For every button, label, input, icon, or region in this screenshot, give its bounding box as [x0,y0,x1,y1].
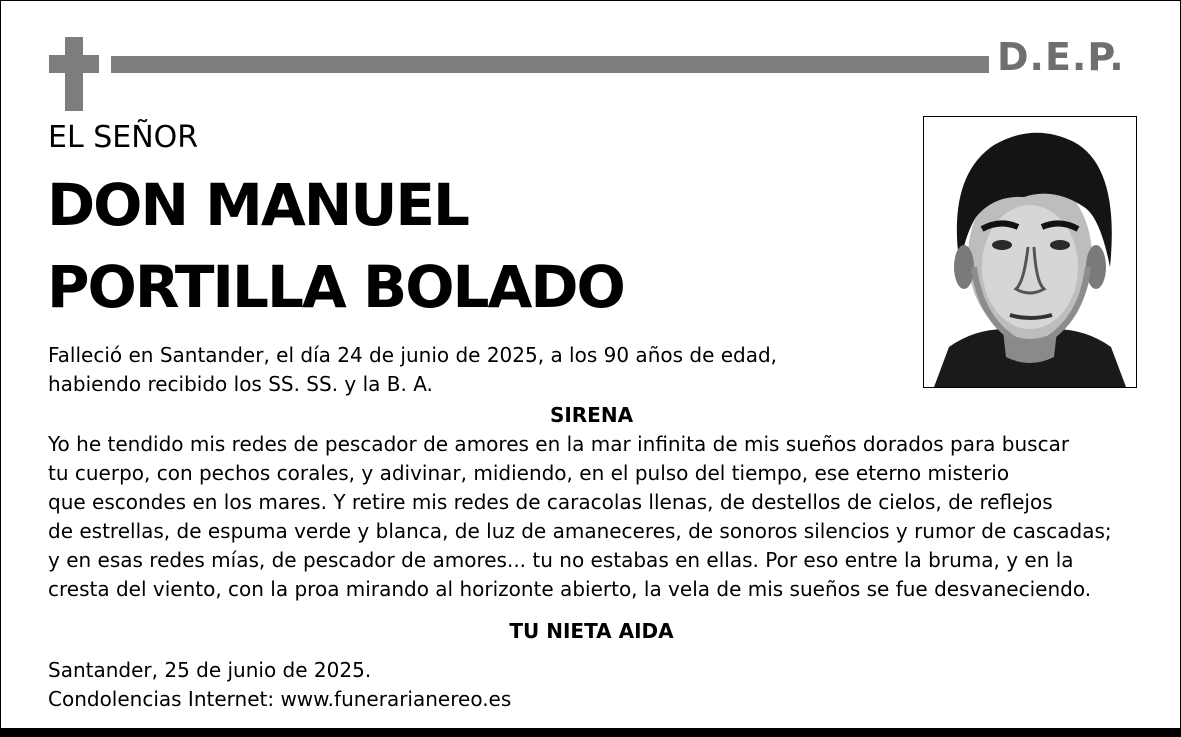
poem-body [48,430,1112,604]
intro-line: Falleció en Santander, el día 24 de junio de 2025, a los 90 años de edad, [48,343,778,367]
honorific: EL SEÑOR [48,120,199,155]
cross-icon [49,37,99,111]
deceased-name-line-2: PORTILLA BOLADO [47,253,624,321]
poem-line: Yo he tendido mis redes de pescador de amores en la mar infinita de mis sueños dorados para buscar [48,432,1070,456]
intro-line: habiendo recibido los SS. SS. y la B. A. [48,372,433,396]
footer [48,656,511,714]
poem-line: y en esas redes mías, de pescador de amores... tu no estabas en ellas. Por eso entre la bruma, y en la [48,548,1074,572]
death-notice-text [48,341,777,399]
condolences-line: Condolencias Internet: www.funerarianereo.es [48,687,512,711]
portrait-photo [923,116,1137,388]
dep-heading: D.E.P. [997,35,1125,79]
poem-line: de estrellas, de espuma verde y blanca, de luz de amaneceres, de sonoros silencios y rumor de cascadas; [48,519,1112,543]
poem-line: que escondes en los mares. Y retire mis redes de caracolas llenas, de destellos de cielos, de reflejos [48,490,1053,514]
header-rule [111,56,989,73]
bottom-border [0,728,1181,737]
deceased-name-line-1: DON MANUEL [47,171,469,239]
place-date: Santander, 25 de junio de 2025. [48,658,372,682]
poem-title: SIRENA [549,403,634,427]
poem-line: cresta del viento, con la proa mirando al horizonte abierto, la vela de mis sueños se fue desvaneciendo. [48,577,1092,601]
poem-signature: TU NIETA AIDA [509,619,674,643]
poem-line: tu cuerpo, con pechos corales, y adivinar, midiendo, en el pulso del tiempo, ese eterno misterio [48,461,1010,485]
